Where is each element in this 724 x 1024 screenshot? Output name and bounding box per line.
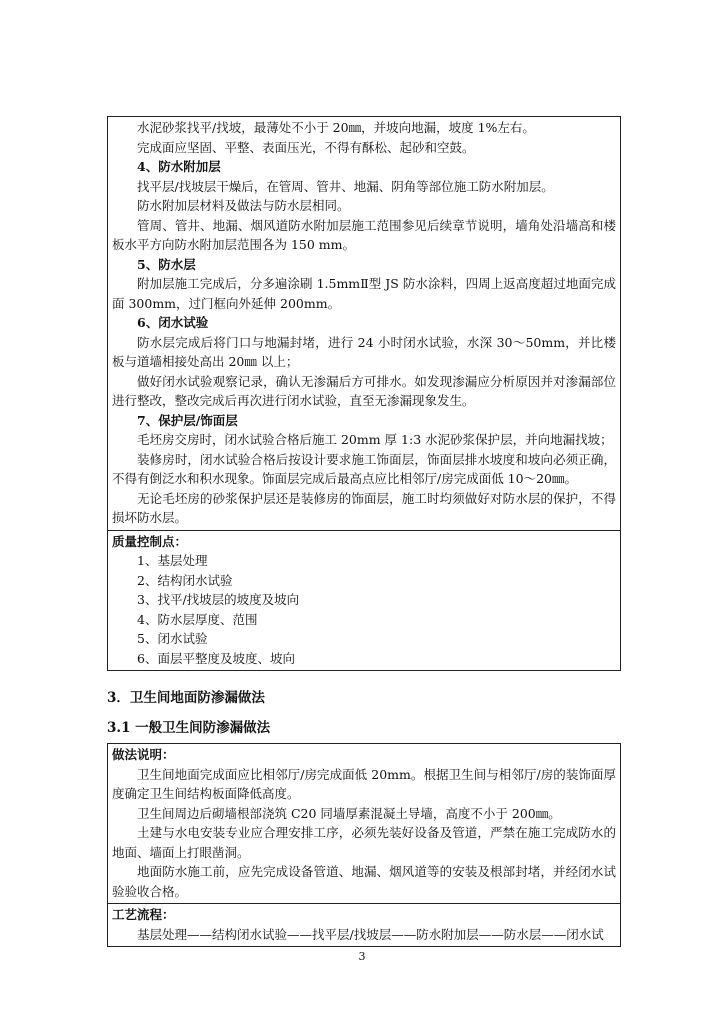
step-heading: 4、防水附加层 <box>137 159 221 174</box>
list-item: 1、基层处理 <box>137 553 208 568</box>
process-flow-text: 基层处理——结构闭水试验——找平层/找坡层——防水附加层——防水层——闭水试 <box>137 926 604 942</box>
paragraph: 防水附加层材料及做法与防水层相同。 <box>137 198 350 213</box>
paragraph: 防水层完成后将门口与地漏封堵，进行 24 小时闭水试验，水深 30～50mm，并比楼板与道墙相接处高出 20㎜ 以上； <box>112 334 616 369</box>
paragraph: 毛坯房交房时，闭水试验合格后施工 20mm 厚 1:3 水泥砂浆保护层，并向地漏找坡； <box>137 432 613 447</box>
construction-table-bottom <box>107 743 621 947</box>
step-heading: 6、闭水试验 <box>137 315 209 330</box>
paragraph: 装修房时，闭水试验合格后按设计要求施工饰面层，饰面层排水坡度和坡向必须正确，不得有倒泛水和积水现象。饰面层完成后最高点应比相邻厅/房完成面低 10～20㎜。 <box>112 451 616 486</box>
quality-control-list <box>112 551 616 668</box>
list-item: 2、结构闭水试验 <box>137 572 233 588</box>
process-description-cell <box>108 117 620 531</box>
list-item: 5、闭水试验 <box>137 631 208 646</box>
quality-control-cell <box>108 531 620 671</box>
paragraph: 做好闭水试验观察记录，确认无渗漏后方可排水。如发现渗漏应分析原因并对渗漏部位进行整改，整改完成后再次进行闭水试验，直至无渗漏现象发生。 <box>112 373 616 408</box>
paragraph: 卫生间地面完成面应比相邻厅/房完成面低 20mm。根据卫生间与相邻厅/房的装饰面厚度确定卫生间结构板面降低高度。 <box>112 766 616 801</box>
paragraph: 找平层/找坡层干燥后，在管周、管井、地漏、阴角等部位施工防水附加层。 <box>137 178 554 194</box>
process-flow-label: 工艺流程： <box>112 907 175 922</box>
method-description-text <box>112 765 616 902</box>
process-flow-cell <box>108 904 620 946</box>
method-description-label: 做法说明： <box>112 747 175 762</box>
subsection-title: 3.1 一般卫生间防渗漏做法 <box>107 720 271 736</box>
paragraph: 土建与水电安装专业应合理安排工序，必须先装好设备及管道，严禁在施工完成防水的地面、墙面上打眼凿洞。 <box>112 825 616 860</box>
list-item: 6、面层平整度及坡度、坡向 <box>137 650 295 666</box>
paragraph: 地面防水施工前，应先完成设备管道、地漏、烟风道等的安装及根部封堵，并经闭水试验验收合格。 <box>112 864 616 899</box>
page-number: 3 <box>358 950 366 963</box>
step-heading: 7、保护层/饰面层 <box>137 412 238 428</box>
list-item: 4、防水层厚度、范围 <box>137 611 258 627</box>
step-heading: 5、防水层 <box>137 256 196 272</box>
quality-control-label: 质量控制点： <box>112 533 188 549</box>
paragraph: 完成面应坚固、平整、表面压光，不得有酥松、起砂和空鼓。 <box>137 139 475 155</box>
paragraph: 无论毛坯房的砂浆保护层还是装修房的饰面层，施工时均须做好对防水层的保护，不得损坏防水层。 <box>112 490 616 525</box>
method-description-cell <box>108 744 620 904</box>
paragraph: 附加层施工完成后，分多遍涂刷 1.5mmⅡ型 JS 防水涂料，四周上返高度超过地面完成面 300mm，过门框向外延伸 200mm。 <box>112 276 616 311</box>
construction-table-top <box>107 116 621 671</box>
paragraph: 卫生间周边后砌墙根部浇筑 C20 同墙厚素混凝土导墙，高度不小于 200㎜。 <box>137 805 561 821</box>
paragraph: 管周、管井、地漏、烟风道防水附加层施工范围参见后续章节说明，墙角处沿墙高和楼板水平方向防水附加层范围各为 150 mm。 <box>112 217 616 252</box>
paragraph: 水泥砂浆找平/找坡，最薄处不小于 20㎜，并坡向地漏，坡度 1%左右。 <box>137 120 535 135</box>
section-title: 3．卫生间地面防渗漏做法 <box>107 690 265 706</box>
list-item: 3、找平/找坡层的坡度及坡向 <box>137 592 300 607</box>
